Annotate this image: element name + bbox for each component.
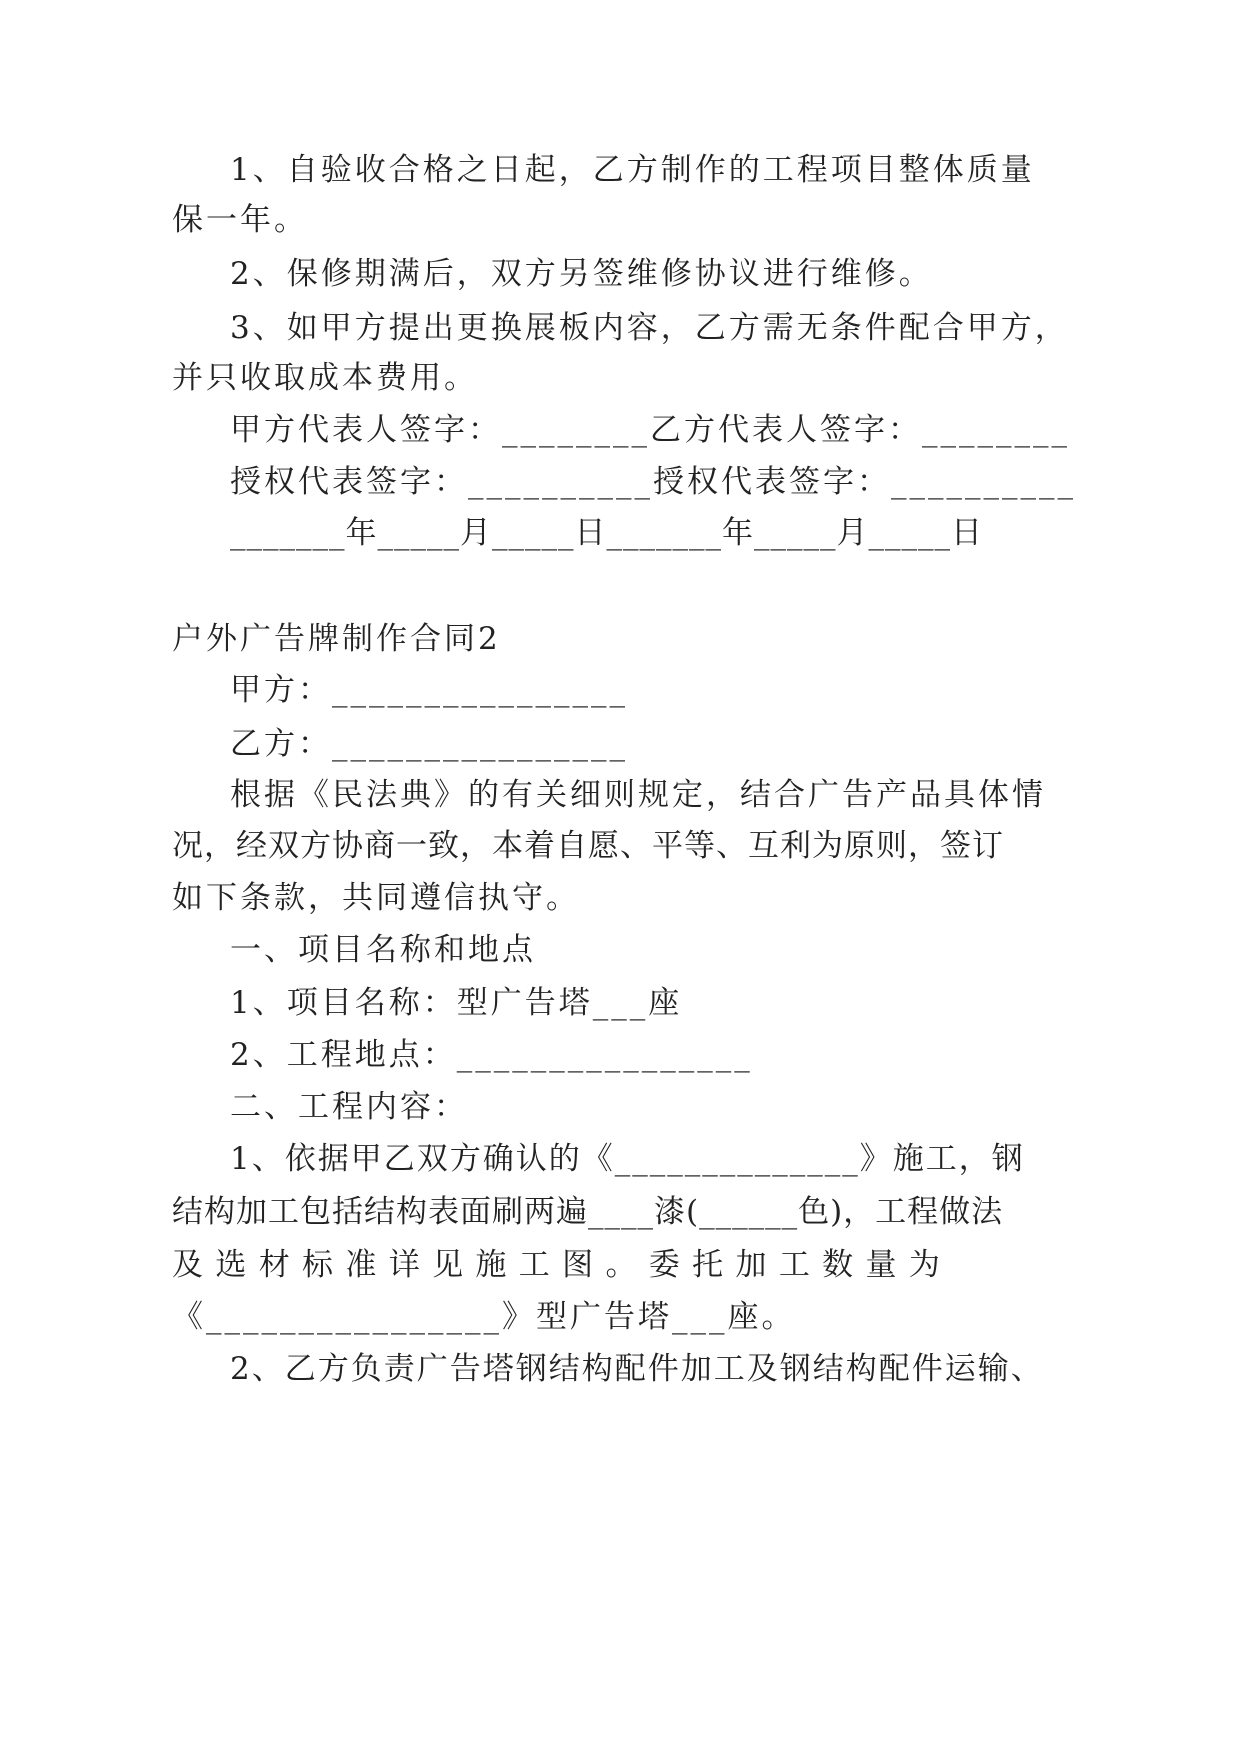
work-content-line-3: 及 选 材 标 准 详 见 施 工 图 。 委 托 加 工 数 量 为 [172, 1247, 940, 1283]
clause-warranty-3: 3、如甲方提出更换展板内容，乙方需无条件配合甲方， [230, 310, 1069, 346]
work-content-item-2: 2、乙方负责广告塔钢结构配件加工及钢结构配件运输、 [230, 1351, 1044, 1387]
authorized-signature-line: 授权代表签字：__________授权代表签字：__________ [230, 464, 1076, 500]
work-content-line-1: 1、依据甲乙双方确认的《______________》施工，钢 [230, 1141, 1025, 1177]
project-name-item: 1、项目名称：型广告塔___座 [230, 985, 683, 1021]
representative-signature-line: 甲方代表人签字：________乙方代表人签字：________ [230, 412, 1070, 448]
clause-warranty-3-cont: 并只收取成本费用。 [172, 360, 478, 396]
preamble-line-3: 如下条款，共同遵信执守。 [172, 880, 580, 916]
date-line: _______年_____月_____日_______年_____月_____日 [230, 515, 983, 551]
contract-title: 户外广告牌制作合同2 [172, 621, 501, 657]
clause-warranty-1-cont: 保一年。 [172, 202, 308, 238]
work-content-line-4: 《________________》型广告塔___座。 [172, 1299, 796, 1335]
party-a-field: 甲方：________________ [230, 672, 628, 708]
section-heading-2: 二、工程内容： [230, 1089, 468, 1125]
clause-warranty-1: 1、自验收合格之日起，乙方制作的工程项目整体质量 [230, 152, 1035, 188]
preamble-line-2: 况，经双方协商一致，本着自愿、平等、互利为原则，签订 [172, 828, 1004, 864]
preamble-line-1: 根据《民法典》的有关细则规定，结合广告产品具体情 [230, 777, 1046, 813]
work-content-line-2: 结构加工包括结构表面刷两遍____漆(______色)，工程做法 [172, 1194, 1004, 1230]
clause-warranty-2: 2、保修期满后，双方另签维修协议进行维修。 [230, 256, 933, 292]
section-heading-1: 一、项目名称和地点 [230, 932, 536, 968]
project-location-item: 2、工程地点：________________ [230, 1037, 753, 1073]
party-b-field: 乙方：________________ [230, 726, 628, 762]
